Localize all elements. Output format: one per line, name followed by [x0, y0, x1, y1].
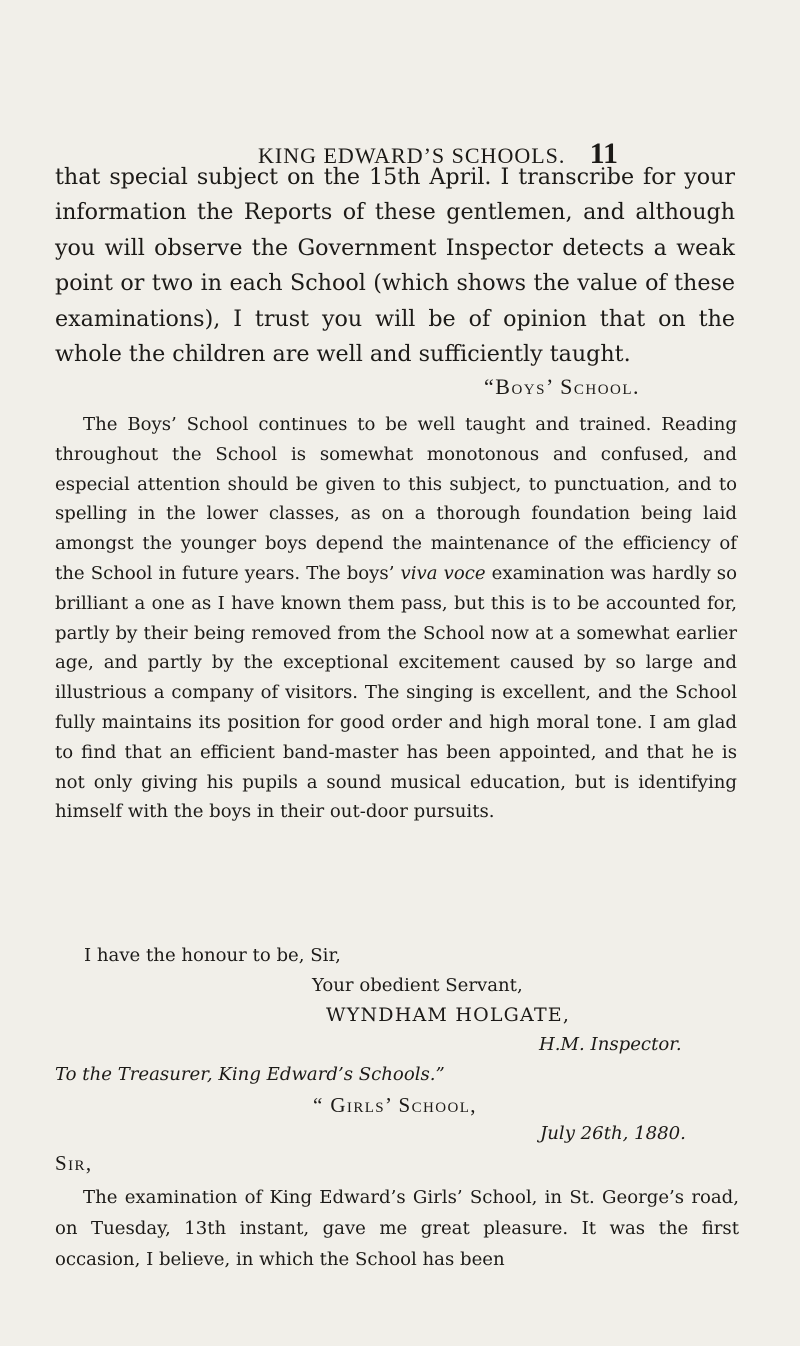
page-number: 11	[589, 137, 618, 170]
closing-line-1: I have the honour to be, Sir,	[84, 945, 341, 966]
boys-report-paragraph	[55, 410, 737, 827]
boys-report-text-2: examination was hardly so brilliant a one as I have known them pass, but this is to be accounted for, partly by their being removed from the School now at a somewhat earlier age, and partly by the exceptional excitement caused by so large and illustrious a company of visitors. The singing is excellent, and the School fully maintains its position for good order and high moral tone. I am glad to find that an efficient band-master has been appointed, and that he is not only giving his pupils a sound musical education, but is identifying himself with the boys in their out-door pursuits.	[55, 562, 737, 823]
boys-report-body	[55, 410, 737, 827]
closing-line-2: Your obedient Servant,	[312, 975, 523, 996]
girls-report-paragraph: The examination of King Edward’s Girls’ School, in St. George’s road, on Tuesday, 13th instant, gave me great pleasure. It was the first occasion, I believe, in which the School has been	[55, 1187, 739, 1270]
salutation: Sir,	[55, 1151, 93, 1175]
girls-report-body	[55, 1182, 739, 1275]
lead-paragraph: that special subject on the 15th April. I transcribe for your information the Reports of these gentlemen, and although you will observe the Government Inspector detects a weak point or two in each School (which shows the value of these examinations), I trust you will be of opinion that on the whole the children are well and sufficiently taught.	[55, 164, 735, 368]
girls-report-date-text: July 26th, 1880.	[540, 1123, 686, 1144]
boys-report-italic: viva voce	[400, 562, 486, 584]
inspector-title: H.M. Inspector.	[539, 1034, 682, 1055]
addressee-line: To the Treasurer, King Edward’s Schools.”	[55, 1064, 445, 1085]
signature: WYNDHAM HOLGATE,	[326, 1004, 571, 1026]
girls-school-heading: “ Girls’ School,	[313, 1093, 477, 1117]
running-title: KING EDWARD’S SCHOOLS.	[258, 143, 566, 168]
boys-school-heading: “Boys’ School.	[484, 374, 641, 399]
girls-report-date	[540, 1123, 686, 1144]
boys-report-text-1: The Boys’ School continues to be well taught and trained. Reading throughout the School is somewhat monotonous and confused, and especial attention should be given to this subject, to punctuation, and to spelling in the lower classes, as on a thorough foundation being laid amongst the younger boys depend the maintenance of the efficiency of the School in future years. The boys’	[55, 414, 737, 584]
